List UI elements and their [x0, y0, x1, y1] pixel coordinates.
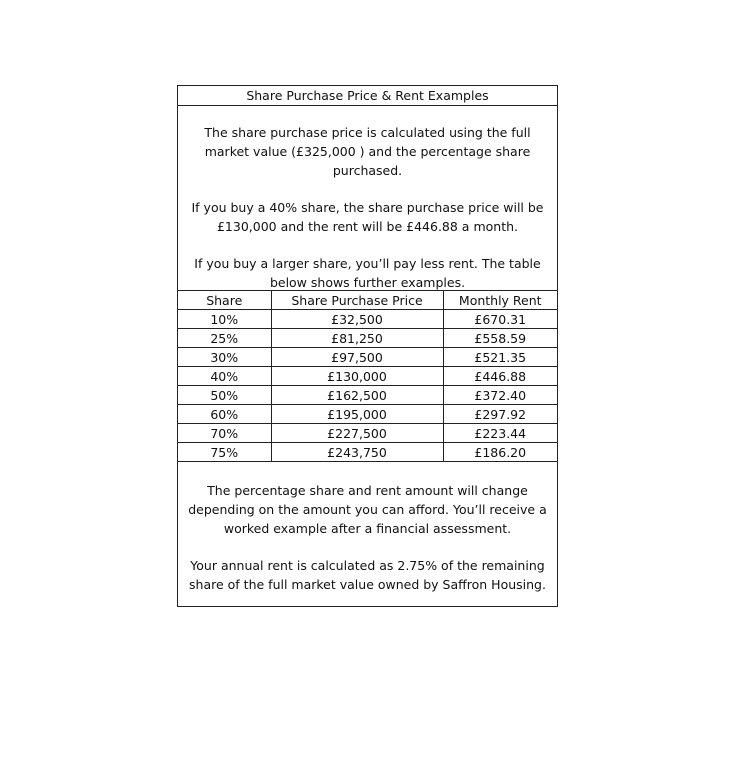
intro-section	[178, 123, 557, 310]
outro-paragraph: The percentage share and rent amount will change depending on the amount you can afford. You’ll receive a worked example after a financial assessment.	[188, 483, 547, 536]
share-price-table	[178, 290, 557, 462]
cell-share: 30%	[178, 348, 271, 367]
table-row	[178, 367, 557, 386]
table-row	[178, 310, 557, 329]
cell-price: £195,000	[271, 405, 443, 424]
cell-rent: £521.35	[443, 348, 557, 367]
cell-rent: £558.59	[443, 329, 557, 348]
cell-price: £130,000	[271, 367, 443, 386]
table-row	[178, 405, 557, 424]
cell-price: £32,500	[271, 310, 443, 329]
cell-share: 60%	[178, 405, 271, 424]
outro-section	[178, 481, 557, 612]
cell-share: 75%	[178, 443, 271, 462]
cell-rent: £186.20	[443, 443, 557, 462]
cell-share: 10%	[178, 310, 271, 329]
cell-rent: £223.44	[443, 424, 557, 443]
intro-paragraph: If you buy a 40% share, the share purchase price will be £130,000 and the rent will be £446.88 a month.	[191, 200, 544, 234]
table-row	[178, 329, 557, 348]
intro-paragraph: If you buy a larger share, you’ll pay less rent. The table below shows further examples.	[194, 256, 541, 290]
cell-share: 50%	[178, 386, 271, 405]
cell-share: 40%	[178, 367, 271, 386]
cell-share: 25%	[178, 329, 271, 348]
cell-rent: £446.88	[443, 367, 557, 386]
intro-paragraph: The share purchase price is calculated using the full market value (£325,000 ) and the percentage share purchased.	[204, 125, 531, 178]
header-monthly-rent: Monthly Rent	[443, 291, 557, 310]
table-row	[178, 424, 557, 443]
cell-rent: £670.31	[443, 310, 557, 329]
document-title: Share Purchase Price & Rent Examples	[178, 86, 557, 106]
table-row	[178, 386, 557, 405]
cell-share: 70%	[178, 424, 271, 443]
cell-rent: £297.92	[443, 405, 557, 424]
header-share-purchase-price: Share Purchase Price	[271, 291, 443, 310]
header-share: Share	[178, 291, 271, 310]
cell-price: £97,500	[271, 348, 443, 367]
cell-price: £162,500	[271, 386, 443, 405]
table-header-row	[178, 291, 557, 310]
cell-price: £243,750	[271, 443, 443, 462]
outro-paragraph: Your annual rent is calculated as 2.75% of the remaining share of the full market value owned by Saffron Housing.	[189, 558, 546, 592]
table-row	[178, 443, 557, 462]
table-row	[178, 348, 557, 367]
cell-price: £227,500	[271, 424, 443, 443]
cell-rent: £372.40	[443, 386, 557, 405]
document-box	[177, 85, 558, 607]
cell-price: £81,250	[271, 329, 443, 348]
